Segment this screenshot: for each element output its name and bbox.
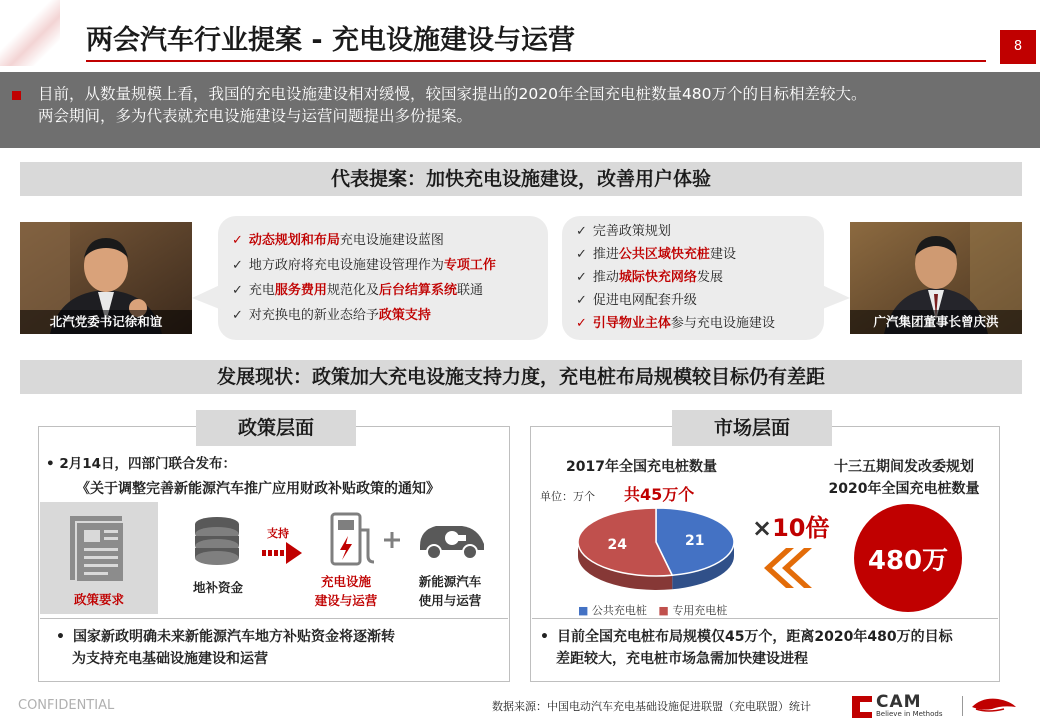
unit-label: 单位：万个 [540, 490, 595, 503]
right-proposal-item: ✓ 推进公共区域快充桩建设 [576, 247, 736, 262]
right-proposal-item: ✓ 完善政策规划 [576, 224, 671, 239]
check-icon: ✓ [232, 283, 243, 298]
check-icon: ✓ [232, 233, 243, 248]
check-icon: ✓ [576, 224, 587, 239]
pie-data-label: 24 [607, 536, 627, 553]
legend-dedicated-label: 专用充电桩 [672, 604, 728, 617]
legend-public-label: 公共充电桩 [591, 604, 647, 617]
electric-car-icon [414, 516, 490, 562]
left-proposal-list [232, 228, 496, 328]
pie-data-label: 21 [685, 533, 705, 550]
coins-icon [188, 514, 246, 568]
bullet-square-icon [12, 91, 21, 100]
page-title: 两会汽车行业提案 - 充电设施建设与运营 [86, 25, 576, 56]
intro-text [38, 83, 1038, 127]
check-icon: ✓ [232, 308, 243, 323]
left-proposal-item: ✓ 对充换电的新业态给予政策支持 [232, 308, 431, 323]
market-panel-tab: 市场层面 [672, 410, 832, 446]
policy-panel-tab: 政策层面 [196, 410, 356, 446]
bubble-pointer [820, 284, 850, 310]
title-decoration [0, 0, 60, 66]
intro-line-1: 目前，从数量规模上看，我国的充电设施建设相对缓慢，较国家提出的2020年全国充电桩数量480万个的目标相差较大。 [38, 85, 867, 103]
policy-divider [40, 618, 508, 619]
policy-note [56, 626, 502, 670]
left-proposal-item: ✓ 地方政府将充电设施建设管理作为专项工作 [232, 258, 496, 273]
charging-station-icon [328, 510, 406, 570]
legend-dedicated-marker: ■ [658, 604, 669, 617]
right-proposal-item: ✓ 促进电网配套升级 [576, 293, 697, 308]
data-source: 数据来源：中国电动汽车充电基础设施促进联盟（充电联盟）统计 [492, 700, 811, 713]
check-icon: ✓ [576, 247, 587, 262]
cam-logo-tagline: Believe in Methods [876, 710, 943, 718]
legend-public-marker: ■ [578, 604, 589, 617]
left-proposal-bubble [218, 216, 548, 340]
subsidy-label: 地补资金 [192, 580, 243, 595]
check-icon: ✓ [232, 258, 243, 273]
plan-caption: 十三五期间发改委规划 2020年全国充电桩数量 [828, 459, 980, 497]
policy-document-title: 《关于调整完善新能源汽车推广应用财政补贴政策的通知》 [76, 481, 440, 497]
support-arrow-icon [262, 542, 302, 564]
market-note [540, 626, 996, 670]
confidential-label: CONFIDENTIAL [18, 698, 115, 713]
pie-chart-title: 2017年全国充电桩数量 [566, 459, 717, 475]
cam-logo-text: CAM [876, 692, 922, 712]
policy-note-line-2: 为支持充电基础设施建设和运营 [72, 651, 268, 667]
charging-facility-label: 充电设施 建设与运营 [314, 574, 378, 608]
target-value: 480万 [867, 546, 949, 576]
market-divider [532, 618, 998, 619]
status-heading: 发展现状：政策加大充电设施支持力度，充电桩布局规模较目标仍有差距 [20, 360, 1022, 394]
title-underline [86, 60, 986, 62]
market-note-line-1: • 目前全国充电桩布局规模仅45万个，距离2020年480万的目标 [540, 629, 953, 645]
check-icon: ✓ [576, 316, 587, 331]
left-person-caption: 北汽党委书记徐和谊 [20, 310, 192, 334]
policy-date-line: • 2月14日，四部门联合发布： [46, 456, 237, 472]
check-icon: ✓ [576, 293, 587, 308]
intro-line-2: 两会期间，多为代表就充电设施建设与运营问题提出多份提案。 [38, 107, 473, 125]
left-person-photo [20, 222, 192, 334]
right-person-caption: 广汽集团董事长曾庆洪 [850, 310, 1022, 334]
newspaper-icon [66, 510, 132, 584]
page-number: 8 [1000, 30, 1036, 64]
policy-requirement-label: 政策要求 [73, 592, 124, 607]
right-proposal-item: ✓ 推动城际快充网络发展 [576, 270, 723, 285]
double-chevron-left-icon [764, 548, 812, 588]
right-person-photo [850, 222, 1022, 334]
right-proposal-bubble [562, 216, 824, 340]
support-label: 支持 [267, 527, 289, 540]
left-proposal-item: ✓ 充电服务费用规范化及后台结算系统联通 [232, 283, 483, 298]
pie-chart [570, 500, 742, 600]
car-brand-icon [952, 693, 1032, 719]
policy-note-line-1: • 国家新政明确未来新能源汽车地方补贴资金将逐渐转 [56, 629, 395, 645]
bubble-pointer [192, 284, 222, 310]
cam-logo [850, 692, 950, 720]
proposal-heading: 代表提案：加快充电设施建设，改善用户体验 [20, 162, 1022, 196]
multiplier-label: ×10倍 [752, 514, 830, 542]
pie-legend [578, 602, 727, 618]
right-proposal-list [576, 220, 775, 335]
nev-usage-label: 新能源汽车 使用与运营 [418, 574, 482, 608]
check-icon: ✓ [576, 270, 587, 285]
market-note-line-2: 差距较大，充电桩市场急需加快建设进程 [556, 651, 808, 667]
total-label: 共45万个 [624, 485, 695, 504]
right-proposal-item: ✓ 引导物业主体参与充电设施建设 [576, 316, 775, 331]
left-proposal-item: ✓ 动态规划和布局充电设施建设蓝图 [232, 233, 444, 248]
